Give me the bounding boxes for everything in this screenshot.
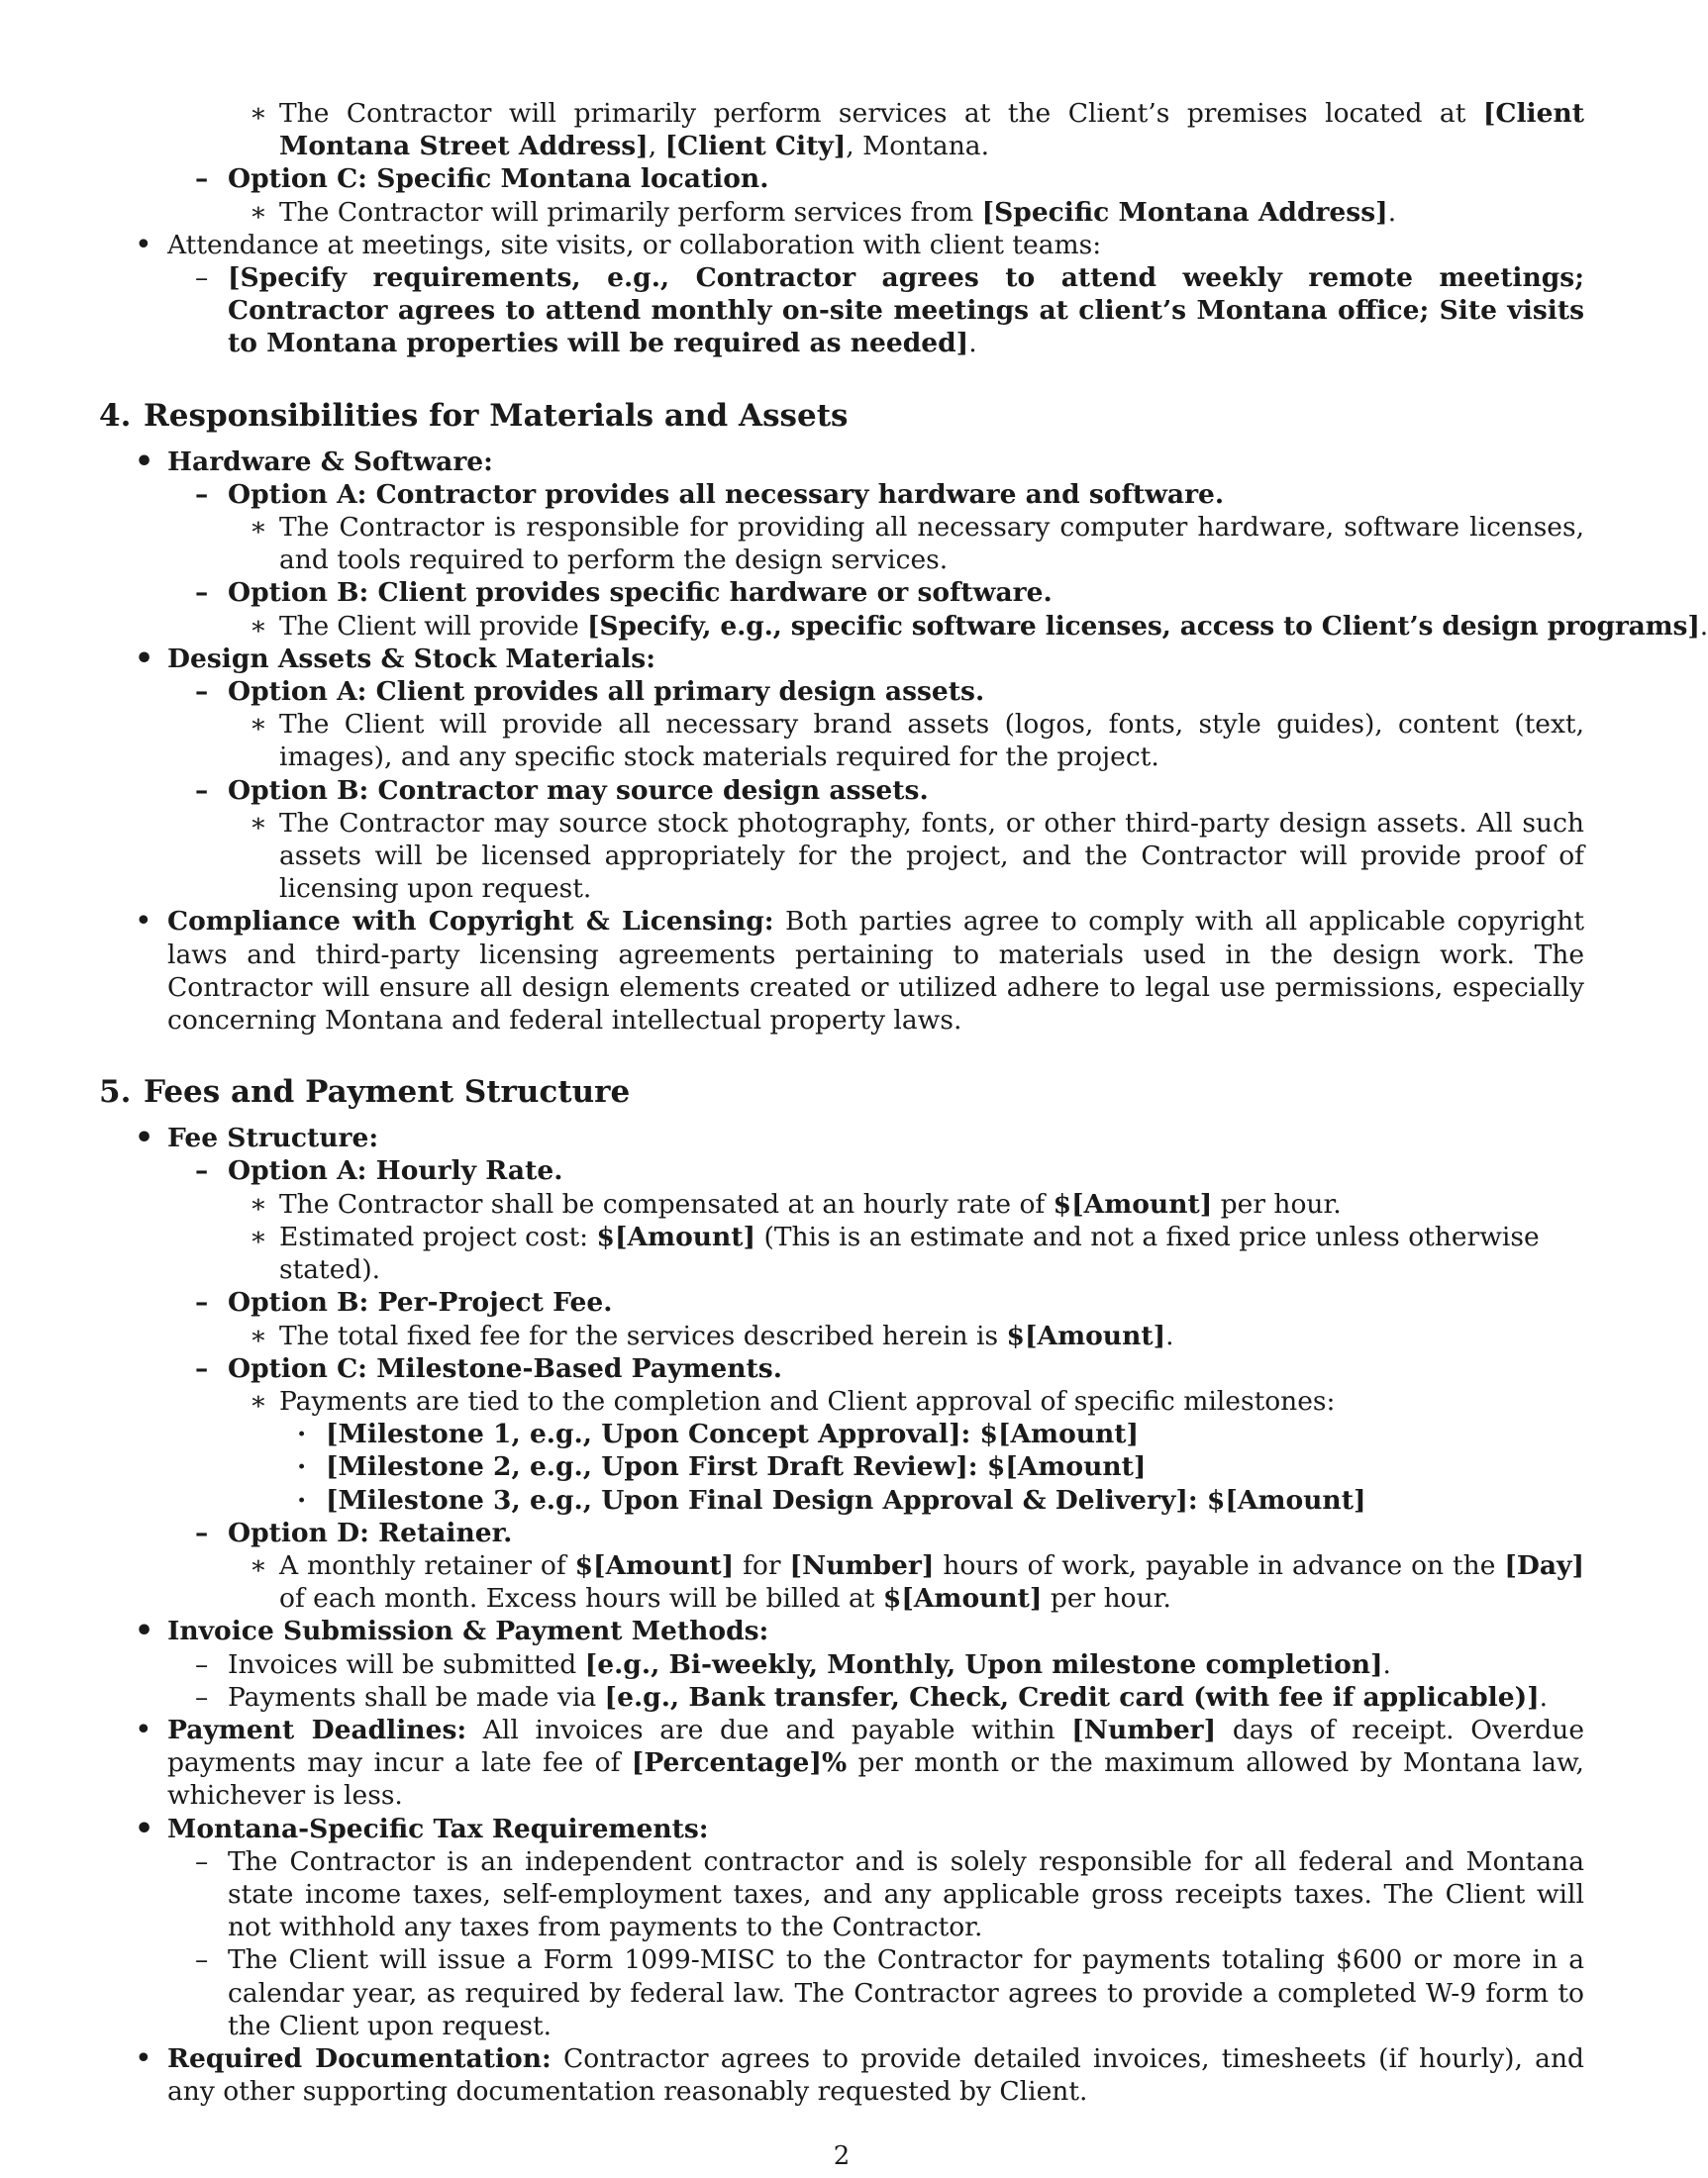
option-heading: – Option C: Milestone-Based Payments. <box>195 1352 782 1384</box>
dot-marker: · <box>297 1451 307 1483</box>
dash-marker: – <box>195 774 209 806</box>
dash-marker: – <box>195 1287 209 1319</box>
bullet-marker: • <box>135 904 152 940</box>
list-item: • Required Documentation: Contractor agrees to provide detailed invoices, timesheets (if hourly), and any other supporting documentation reasonably requested by Client. <box>135 2040 1584 2108</box>
list-item: – The Contractor is an independent contractor and is solely responsible for all federal and Montana state income taxes, self-employment taxes, and any applicable gross receipts taxes. The Client will not withhold any taxes from payments to the Contractor. <box>195 1845 1584 1943</box>
dash-marker: – <box>195 1944 209 1976</box>
list-item: ∗ The total fixed fee for the services described herein is $[Amount]. <box>250 1320 1174 1351</box>
bullet-marker: • <box>135 1121 154 1156</box>
star-marker: ∗ <box>250 807 268 839</box>
milestone-item: · [Milestone 2, e.g., Upon First Draft Review]: $[Amount] <box>297 1451 1147 1483</box>
dash-marker: – <box>195 577 209 609</box>
star-marker: ∗ <box>250 1549 268 1581</box>
list-item: • Compliance with Copyright & Licensing: Both parties agree to comply with all applicable copyright laws and third-party licensing agreements pertaining to materials used in the design work. The Contractor will ensure all design elements created or utilized adhere to legal use permissions, especially concerning Montana and federal intellectual property laws. <box>135 904 1584 1037</box>
dash-marker: – <box>195 262 209 294</box>
section-5-heading: 5. Fees and Payment Structure <box>99 1074 631 1111</box>
bullet-marker: • <box>135 1614 154 1649</box>
dash-marker: – <box>195 676 209 708</box>
star-marker: ∗ <box>250 1188 268 1220</box>
list-item: – The Client will issue a Form 1099-MISC to the Contractor for payments totaling $600 or more in a calendar year, as required by federal law. The Contractor agrees to provide a completed W-9 form to the Client upon request. <box>195 1944 1584 2041</box>
list-item: ∗ The Contractor will primarily perform services from [Specific Montana Address]. <box>250 196 1397 228</box>
milestone-item: · [Milestone 1, e.g., Upon Concept Approval]: $[Amount] <box>297 1419 1140 1450</box>
list-item: ∗ Estimated project cost: $[Amount] (This is an estimate and not a fixed price unless otherwise stated). <box>250 1221 1540 1286</box>
list-item: • Montana-Specific Tax Requirements: <box>135 1811 709 1846</box>
star-marker: ∗ <box>250 196 268 228</box>
list-item: • Fee Structure: <box>135 1121 379 1156</box>
star-marker: ∗ <box>250 1385 268 1417</box>
option-heading: – Option A: Hourly Rate. <box>195 1155 563 1187</box>
list-item: ∗ The Contractor will primarily perform services at the Client’s premises located at [Client Montana Street Address], [Client City], Montana. <box>250 98 1584 162</box>
list-item: – [Specify requirements, e.g., Contractor agrees to attend weekly remote meetings; Contractor agrees to attend monthly on-site meetings at client’s Montana office; Site visits to Montana properties will be required as needed]. <box>195 262 1584 359</box>
option-heading: – Option B: Contractor may source design assets. <box>195 774 929 806</box>
list-item: ∗ The Client will provide [Specify, e.g., specific software licenses, access to Client’s design programs]. <box>250 610 1708 642</box>
list-item: ∗ A monthly retainer of $[Amount] for [Number] hours of work, payable in advance on the [Day] of each month. Excess hours will be billed at $[Amount] per hour. <box>250 1549 1584 1615</box>
list-item: ∗ The Contractor may source stock photography, fonts, or other third-party design assets. All such assets will be licensed appropriately for the project, and the Contractor will provide proof of licensing upon request. <box>250 807 1584 905</box>
page-number: 2 <box>833 2141 851 2171</box>
dash-marker: – <box>195 1517 209 1548</box>
option-heading: – Option B: Per-Project Fee. <box>195 1287 613 1319</box>
option-heading: – Option D: Retainer. <box>195 1517 513 1548</box>
list-item: ∗ The Contractor shall be compensated at an hourly rate of $[Amount] per hour. <box>250 1188 1342 1220</box>
dot-marker: · <box>297 1419 307 1450</box>
list-item: – Payments shall be made via [e.g., Bank transfer, Check, Credit card (with fee if applicable)]. <box>195 1681 1549 1713</box>
section-4-heading: 4. Responsibilities for Materials and Assets <box>99 397 849 434</box>
dash-marker: – <box>195 1155 209 1187</box>
section-4-list <box>99 444 1708 1038</box>
list-item: ∗ Payments are tied to the completion and Client approval of specific milestones: <box>250 1385 1336 1417</box>
bullet-marker: • <box>135 1811 154 1846</box>
list-item: • Attendance at meetings, site visits, or collaboration with client teams: <box>135 227 1102 262</box>
list-item: ∗ The Contractor is responsible for providing all necessary computer hardware, software licenses, and tools required to perform the design services. <box>250 512 1584 576</box>
list-item: • Invoice Submission & Payment Methods: <box>135 1614 769 1649</box>
dash-marker: – <box>195 1845 209 1877</box>
list-item: – Invoices will be submitted [e.g., Bi-weekly, Monthly, Upon milestone completion]. <box>195 1648 1391 1680</box>
star-marker: ∗ <box>250 610 267 642</box>
star-marker: ∗ <box>250 1221 268 1252</box>
star-marker: ∗ <box>250 709 268 741</box>
dash-marker: – <box>195 163 209 195</box>
list-item: • Design Assets & Stock Materials: <box>135 641 655 676</box>
document-page <box>99 97 1708 2108</box>
star-marker: ∗ <box>250 98 268 129</box>
section-5-list <box>99 1122 1584 2108</box>
section-3-continued <box>99 97 1584 360</box>
bullet-marker: • <box>135 227 152 262</box>
star-marker: ∗ <box>250 512 268 544</box>
dash-marker: – <box>195 1648 209 1680</box>
option-heading: – Option A: Contractor provides all necessary hardware and software. <box>195 478 1225 510</box>
bullet-marker: • <box>135 2040 152 2076</box>
list-item: ∗ The Client will provide all necessary brand assets (logos, fonts, style guides), content (text, images), and any specific stock materials required for the project. <box>250 709 1584 773</box>
milestone-item: · [Milestone 3, e.g., Upon Final Design Approval & Delivery]: $[Amount] <box>297 1484 1366 1516</box>
option-heading: – Option B: Client provides specific hardware or software. <box>195 577 1053 609</box>
list-item: • Hardware & Software: <box>135 444 493 479</box>
dash-marker: – <box>195 1681 209 1713</box>
bullet-marker: • <box>135 641 154 676</box>
bullet-marker: • <box>135 1712 152 1747</box>
option-heading: – Option C: Specific Montana location. <box>195 163 769 195</box>
bullet-marker: • <box>135 444 154 479</box>
dash-marker: – <box>195 478 209 510</box>
list-item: • Payment Deadlines: All invoices are due and payable within [Number] days of receipt. Overdue payments may incur a late fee of [Percentage]% per month or the maximum allowed by Montana law, whichever is less. <box>135 1712 1585 1812</box>
dash-marker: – <box>195 1352 209 1384</box>
dot-marker: · <box>297 1484 307 1516</box>
option-heading: – Option A: Client provides all primary design assets. <box>195 676 985 708</box>
star-marker: ∗ <box>250 1320 268 1351</box>
